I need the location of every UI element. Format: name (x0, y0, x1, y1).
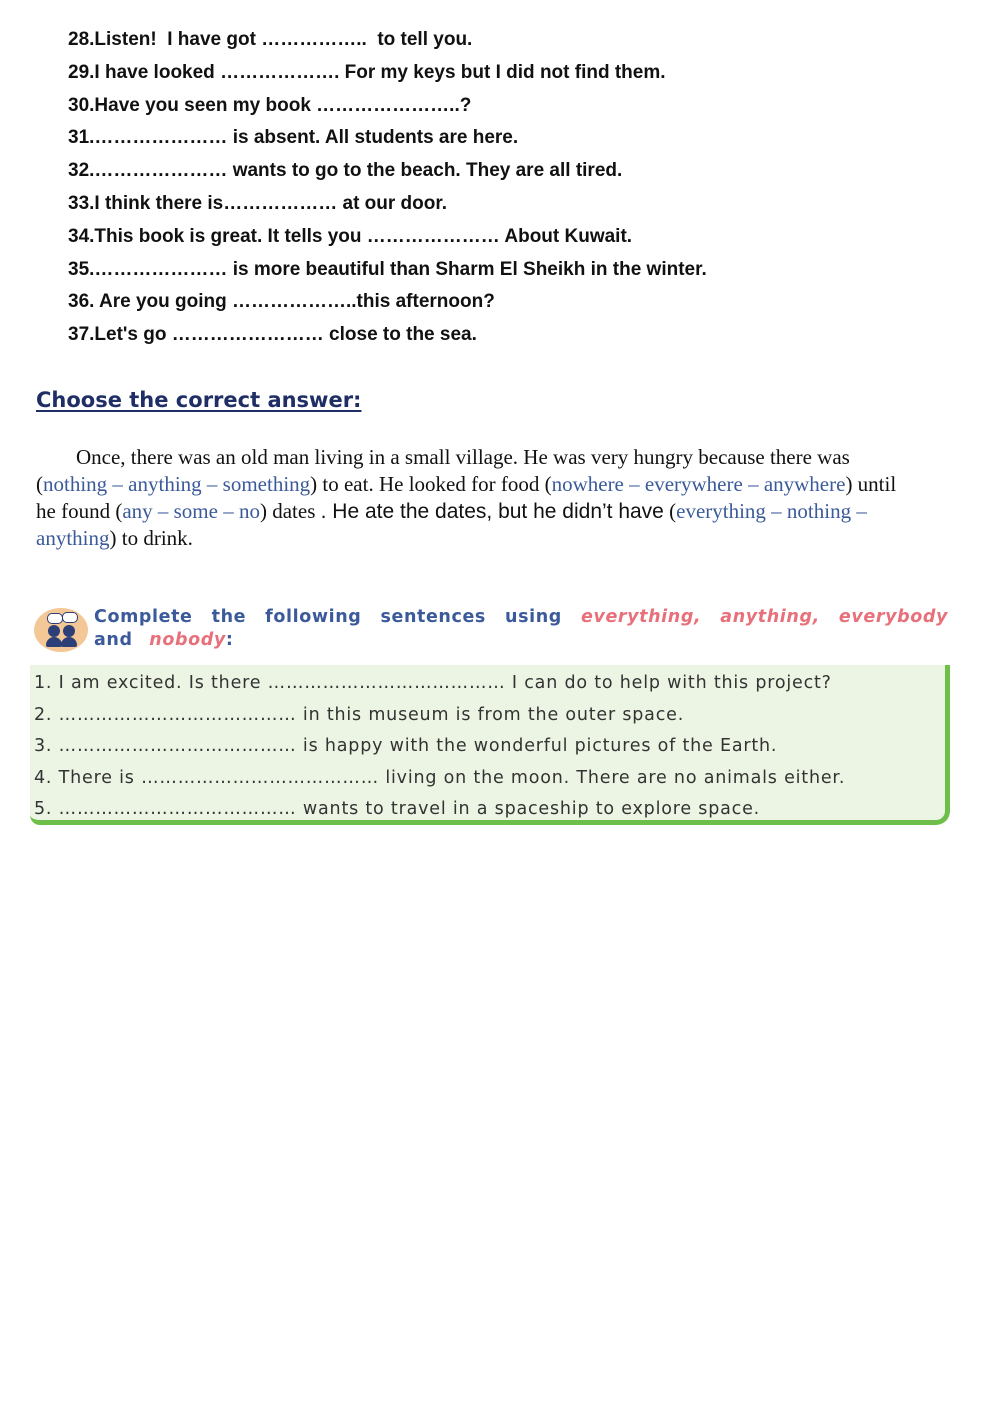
choose-heading: Choose the correct answer: (36, 388, 362, 412)
option-group-4[interactable]: everything – nothing – anything (36, 499, 867, 550)
option-group-1[interactable]: nothing – anything – something (43, 472, 311, 496)
instruction-colon: : (225, 630, 234, 650)
list-item: 35.………………… is more beautiful than Sharm El Sheikh in the winter. (68, 258, 707, 280)
list-item: 34.This book is great. It tells you ………………… About Kuwait. (68, 225, 633, 247)
list-item: 29.I have looked ………………. For my keys but I did not find them. (68, 61, 666, 83)
fill-in-list (68, 24, 707, 352)
passage-text: ) to drink. (109, 526, 193, 550)
sentence-item: 5. ………………………………… wants to travel in a spaceship to explore space. (34, 799, 760, 819)
list-item: 32.………………… wants to go to the beach. They are all tired. (68, 160, 623, 182)
keyword-nobody: nobody (149, 630, 226, 650)
keyword-everybody: everybody (838, 607, 948, 627)
instruction-text: Complete the following sentences using (94, 607, 581, 627)
list-item: 28.Listen! I have got …………….. to tell you. (68, 29, 473, 50)
list-item: 31.………………… is absent. All students are here. (68, 127, 519, 149)
sentence-item: 2. ………………………………… in this museum is from the outer space. (34, 704, 685, 725)
sentence-item: 3. ………………………………… is happy with the wonderful pictures of the Earth. (34, 736, 778, 756)
passage-text: ) dates (259, 499, 321, 523)
sentence-item: 4. There is ………………………………… living on the moon. There are no animals either. (34, 767, 846, 788)
option-group-2[interactable]: nowhere – everywhere – anywhere (551, 472, 846, 496)
list-item: 30.Have you seen my book …………………..? (68, 94, 472, 116)
keyword-everything: everything, (580, 607, 702, 627)
passage-text: ( (663, 499, 677, 523)
passage-text: Once, there was an old man living in a small village. He was very hungry because there was ( (36, 445, 850, 496)
passage-text: ) to eat. He looked for food ( (310, 472, 552, 496)
reading-passage (36, 444, 916, 552)
list-item: 37.Let's go …………………… close to the sea. (68, 324, 477, 346)
list-item: 33.I think there is……………… at our door. (68, 192, 447, 214)
sentence-item: 1. I am excited. Is there ………………………………… I can do to help with this project? (34, 673, 832, 693)
sentences-box (30, 665, 950, 825)
instruction-and: and (94, 630, 150, 650)
list-item: 36. Are you going ………………..this afternoon? (68, 291, 495, 313)
keyword-anything: anything, (720, 607, 820, 627)
sentence-list (34, 668, 845, 826)
passage-text: . He ate the dates, but he didn’t have (320, 500, 664, 523)
option-group-3[interactable]: any – some – no (122, 499, 260, 523)
passage-text: ) until he found ( (36, 472, 897, 523)
task-instruction (94, 606, 948, 652)
students-discussion-icon (34, 608, 88, 652)
